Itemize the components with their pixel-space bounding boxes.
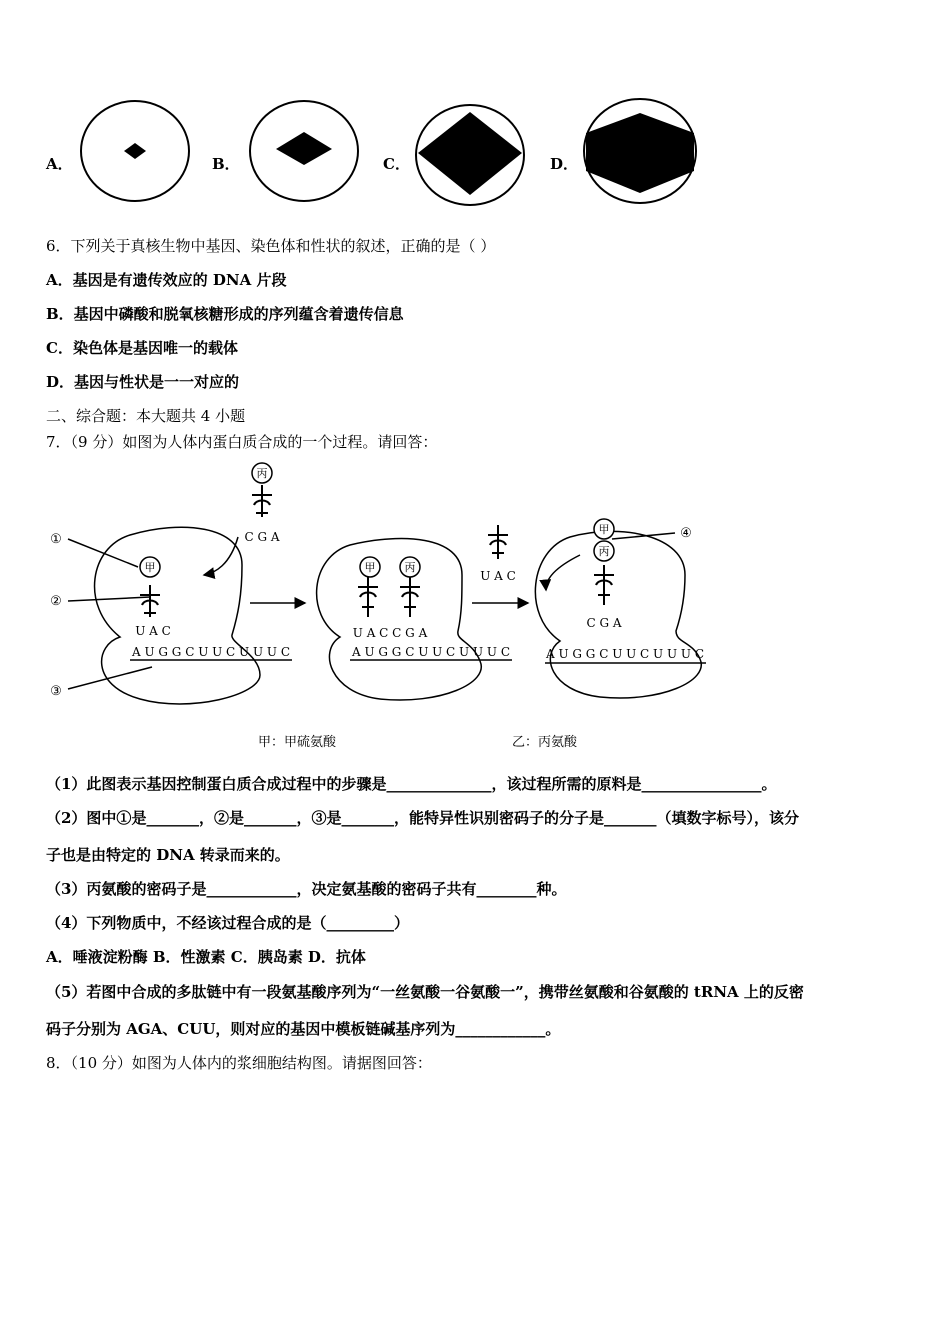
translation-diagram bbox=[0, 455, 950, 755]
option-a-figure bbox=[81, 101, 189, 201]
amino-a-1: 甲 bbox=[144, 561, 156, 574]
legend-jia: 甲：甲硫氨酸 bbox=[258, 735, 337, 750]
section-heading: 二、综合题：本大题共 4 小题 bbox=[46, 407, 246, 425]
q6-option-d: D．基因与性状是一一对应的 bbox=[46, 373, 240, 391]
mrna-1: A U G G C U U C U U U C bbox=[131, 645, 291, 659]
q7-stem: 7．（9 分）如图为人体内蛋白质合成的一个过程。请回答： bbox=[46, 433, 438, 451]
amino-b-3: 丙 bbox=[598, 545, 610, 558]
trna-glyphs bbox=[140, 485, 614, 617]
q7-sub1: （1）此图表示基因控制蛋白质合成过程中的步骤是______________，该过程所需的原料是________________。 bbox=[46, 775, 777, 793]
q7-sub5a: （5）若图中合成的多肽链中有一段氨基酸序列为“一丝氨酸一谷氨酸一”，携带丝氨酸和谷氨酸的 tRNA 上的反密 bbox=[46, 983, 804, 1001]
q7-sub2b: 子也是由特定的 DNA 转录而来的。 bbox=[46, 846, 290, 864]
anticodon-cga-3: C G A bbox=[586, 616, 622, 630]
legend-yi: 乙：丙氨酸 bbox=[512, 735, 578, 750]
option-b-figure bbox=[250, 101, 358, 201]
anticodon-pair-2: U A C C G A bbox=[352, 626, 428, 640]
mrna-3: A U G G C U U C U U U C bbox=[545, 647, 705, 661]
marker-1: ① bbox=[50, 532, 62, 547]
ribosome-3 bbox=[535, 531, 701, 698]
option-circles bbox=[0, 95, 950, 215]
ribosome-2 bbox=[317, 539, 482, 700]
option-c-label: C． bbox=[383, 155, 410, 173]
option-d-label: D． bbox=[550, 155, 579, 173]
option-b-label: B． bbox=[212, 155, 240, 173]
ribosome-1 bbox=[95, 527, 260, 704]
amino-b-top: 丙 bbox=[256, 467, 268, 480]
q6-option-b: B．基因中磷酸和脱氧核糖形成的序列蕴含着遗传信息 bbox=[46, 305, 404, 323]
q7-sub3: （3）丙氨酸的密码子是____________，决定氨基酸的密码子共有________种。 bbox=[46, 880, 567, 898]
anticodon-cga-top: C G A bbox=[244, 530, 280, 544]
q6-option-a: A．基因是有遗传效应的 DNA 片段 bbox=[46, 271, 287, 289]
q7-sub4: （4）下列物质中，不经该过程合成的是（_________） bbox=[46, 914, 409, 932]
option-figures bbox=[0, 95, 950, 215]
anticodon-uac-1: U A C bbox=[135, 624, 171, 638]
q7-sub2a: （2）图中①是_______，②是_______，③是_______，能特异性识别密码子的分子是_______（填数字标号），该分 bbox=[46, 809, 799, 827]
q7-sub4-options: A．唾液淀粉酶 B．性激素 C．胰岛素 D．抗体 bbox=[46, 948, 366, 966]
amino-a-2: 甲 bbox=[364, 561, 376, 574]
option-a-label: A． bbox=[46, 155, 73, 173]
q6-stem: 6．下列关于真核生物中基因、染色体和性状的叙述，正确的是（ ） bbox=[46, 237, 496, 255]
q6-option-c: C．染色体是基因唯一的载体 bbox=[46, 339, 238, 357]
mrna-2: A U G G C U U C U U U C bbox=[351, 645, 511, 659]
q8-stem: 8．（10 分）如图为人体内的浆细胞结构图。请据图回答： bbox=[46, 1054, 432, 1072]
amino-b-2: 丙 bbox=[404, 561, 416, 574]
marker-2: ② bbox=[50, 594, 62, 609]
option-d-figure bbox=[584, 99, 696, 203]
q7-sub5b: 码子分别为 AGA、CUU，则对应的基因中模板链碱基序列为____________。 bbox=[46, 1020, 561, 1038]
marker-3: ③ bbox=[50, 684, 62, 699]
option-c-figure bbox=[416, 105, 524, 205]
marker-4: ④ bbox=[680, 526, 692, 541]
amino-a-3: 甲 bbox=[598, 523, 610, 536]
anticodon-uac-free: U A C bbox=[480, 569, 516, 583]
